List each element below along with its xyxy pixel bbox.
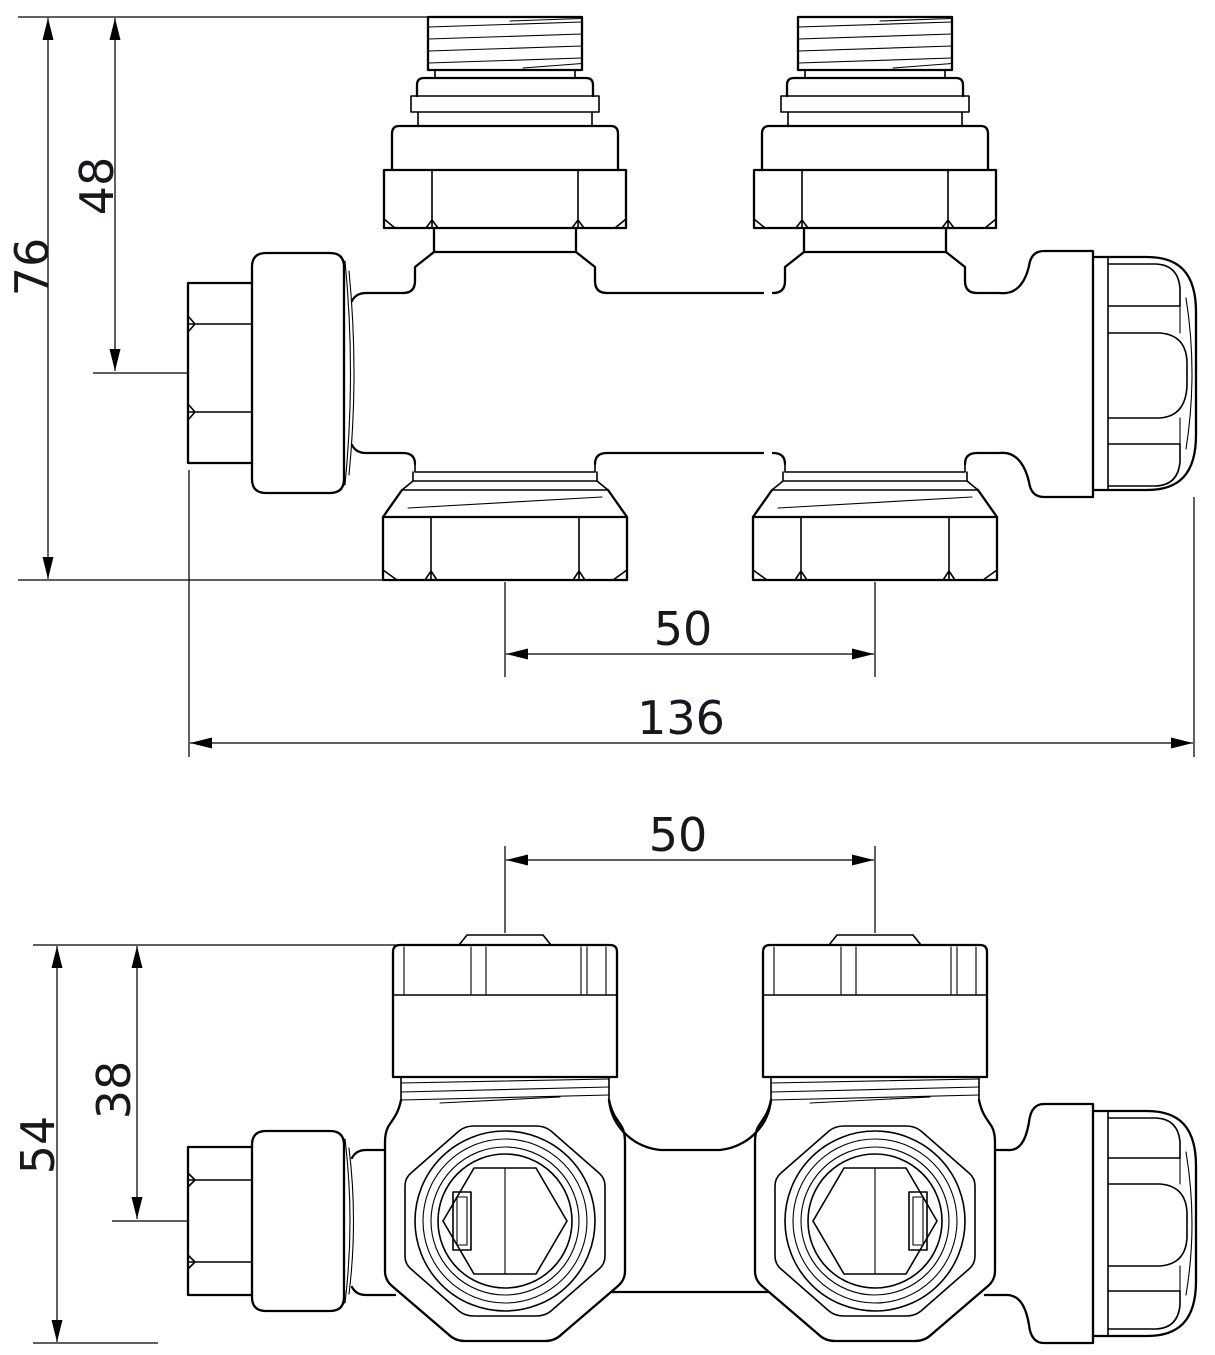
right-cap-side [1000,251,1196,497]
valve-body-side [366,293,1000,453]
protection-cap-right [763,935,987,1103]
union-nut-bottom-right [753,453,997,580]
dimension-38 [87,946,188,1221]
dimension-48 [70,18,188,373]
right-cap-front [1008,1104,1196,1343]
dim-label-38: 38 [87,1060,141,1120]
dimension-50-side [505,582,875,677]
protection-cap-left [393,935,617,1103]
union-nut-bottom-left [383,453,627,580]
valve-insert-boss-left [385,1100,625,1341]
dim-label-136: 136 [637,691,725,745]
left-blanking-cap-front [188,1131,366,1311]
dim-label-54: 54 [11,1115,65,1175]
dimension-76 [5,17,577,580]
dim-label-50-side: 50 [653,602,713,656]
dim-label-50-front: 50 [648,808,708,862]
male-thread-port-left [384,17,626,293]
dimension-54 [11,945,458,1343]
front-elevation-view [11,808,1196,1343]
dimension-50-front [505,808,875,933]
side-elevation-view [5,17,1196,757]
dim-label-48: 48 [70,156,124,216]
dim-label-76: 76 [5,237,59,297]
male-thread-port-right [754,17,996,293]
left-blanking-cap [188,253,366,493]
valve-insert-boss-right [755,1100,995,1341]
